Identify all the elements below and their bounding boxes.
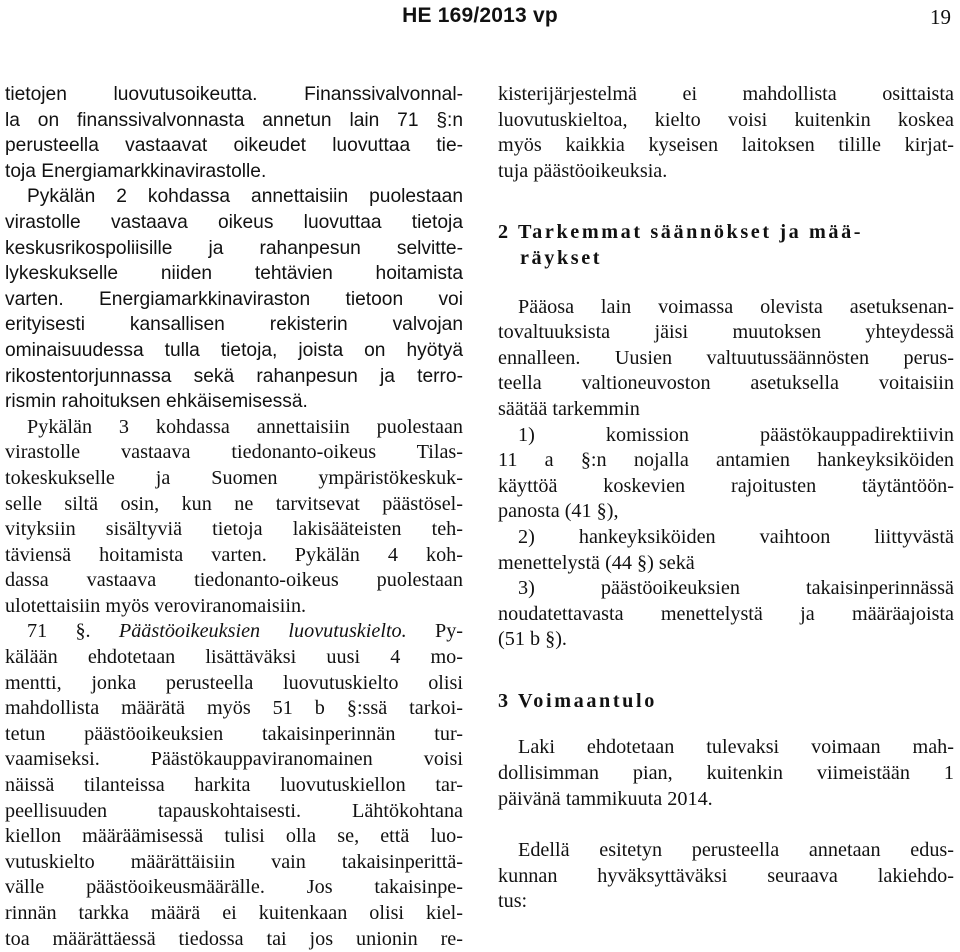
text-line: ulotettaisiin myös veroviranomaisiin.	[5, 594, 307, 617]
text-line: täviensä hoitamista varten. Pykälän 4 koh-	[5, 543, 463, 566]
text-line: rinnän tarkka määrä ei kuitenkaan olisi kiel-	[5, 902, 463, 924]
text-line: tus:	[498, 890, 528, 913]
text-line: rikostentorjunnassa sekä rahanpesun ja terro-	[5, 365, 463, 387]
page-header	[0, 0, 960, 40]
text-line: myös kaikkia kyseisen laitoksen tilille kirjat-	[498, 134, 954, 157]
section-3-body	[498, 735, 954, 812]
left-column	[5, 82, 463, 952]
text-line: tokeskukselle ja Suomen ympäristökeskuk-	[5, 466, 463, 489]
text-line: virastolle vastaava tiedonanto-oikeus Tilas-	[5, 441, 463, 464]
text-line: lykeskukselle niiden tehtävien hoitamista	[5, 263, 463, 285]
section-3-heading: 3 Voimaantulo	[498, 689, 657, 712]
section-lead-text: Py-	[406, 620, 464, 643]
text-line: panosta (41 §),	[498, 500, 619, 523]
spacer	[498, 653, 954, 689]
text-line: peellisuuden tapauskohtaisesti. Lähtökohtana	[5, 799, 463, 822]
right-column	[498, 82, 954, 915]
text-line: vaamiseksi. Päästökauppaviranomainen voisi	[5, 748, 463, 771]
text-line: kunnan hyväksyttäväksi seuraava lakiehdo-	[498, 864, 954, 887]
text-line: rismin rahoituksen ehkäisemisessä.	[5, 391, 308, 413]
text-line: ennalleen. Uusien valtuutussäännösten perus-	[498, 346, 954, 369]
text-line: vityksiin sisältyviä tietoja lakisääteisten teh-	[5, 518, 463, 541]
text-line: Laki ehdotetaan tulevaksi voimaan mah-	[518, 736, 954, 759]
spacer	[498, 272, 954, 295]
text-line: tetun päästöoikeuksien takaisinperinnän tur-	[5, 722, 463, 745]
text-line: välle päästöoikeusmäärälle. Jos takaisinpe-	[5, 876, 463, 899]
text-line: la on finanssivalvonnasta annetun lain 71 §:n	[5, 109, 463, 131]
text-line: ominaisuudessa tulla tietoja, joista on hyötyä	[5, 339, 463, 361]
text-line: 11 a §:n nojalla antamien hankeyksiköiden	[498, 449, 954, 472]
spacer	[498, 714, 954, 735]
text-line: teella valtioneuvoston asetuksella voitaisiin	[498, 372, 954, 395]
text-line: 1) komission päästökauppadirektiivin	[518, 423, 954, 446]
text-line: menettelystä (44 §) sekä	[498, 551, 695, 574]
text-line: toa määrättäessä tiedossa tai jos unionin re-	[5, 927, 463, 950]
closing-paragraph	[498, 838, 954, 915]
text-line: päivänä tammikuuta 2014.	[498, 787, 713, 810]
text-line: erityisesti kansallisen rekisterin valvojan	[5, 314, 463, 336]
spacer	[498, 812, 954, 838]
text-line: säätää tarkemmin	[498, 397, 640, 420]
text-line: näissä tilanteissa harkita luovutuskiellon tar-	[5, 774, 463, 797]
page-number: 19	[930, 5, 951, 29]
text-line: selle siltä osin, kun ne tarvitsevat päästösel-	[5, 492, 463, 515]
text-line: tuja päästöoikeuksia.	[498, 159, 668, 182]
text-line: varten. Energiamarkkinaviraston tietoon voi	[5, 288, 463, 310]
text-line: keskusrikospoliisille ja rahanpesun selvitte-	[5, 237, 463, 259]
section-title-italic: Päästöoikeuksien luovutuskielto.	[118, 620, 407, 643]
text-line: tietojen luovutusoikeutta. Finanssivalvonnal-	[5, 84, 463, 105]
text-line: kälään ehdotetaan lisättäväksi uusi 4 mo-	[5, 646, 463, 669]
right-intro-paragraph	[498, 82, 954, 184]
text-line: käyttöä koskevien rajoitusten täytäntöön-	[498, 474, 954, 497]
text-line: dollisimman pian, kuitenkin viimeistään 1	[498, 762, 954, 785]
text-line: Pykälän 3 kohdassa annettaisiin puolestaan	[27, 415, 463, 438]
text-line: tovaltuuksista jäisi muutoksen yhteydessä	[498, 321, 954, 344]
text-line: 3) päästöoikeuksien takaisinperinnässä	[518, 577, 954, 600]
section-71-lead-line	[5, 619, 463, 645]
text-line: Pääosa lain voimassa olevista asetuksenan-	[518, 295, 954, 318]
text-line: virastolle vastaava oikeus luovuttaa tietoja	[5, 211, 463, 233]
text-line: mahdollista määrätä myös 51 b §:ssä tarkoi-	[5, 697, 463, 720]
text-line: mentti, jonka perusteella luovutuskielto olisi	[5, 671, 463, 694]
spacer	[498, 184, 954, 220]
text-line: kisterijärjestelmä ei mahdollista osittaista	[498, 83, 954, 105]
text-line: Pykälän 2 kohdassa annettaisiin puolestaan	[27, 186, 463, 208]
document-identifier: HE 169/2013 vp	[402, 4, 558, 27]
section-2-heading: 2 Tarkemmat säännökset ja mää-	[498, 221, 864, 244]
text-line: dassa vastaava tiedonanto-oikeus puolestaan	[5, 569, 463, 592]
section-2-body	[498, 295, 954, 653]
text-line: kiellon määräämisessä tulisi olla se, että luo-	[5, 825, 463, 848]
text-line: toja Energiamarkkinavirastolle.	[5, 160, 267, 182]
text-line: vutuskielto määrättäisiin vain takaisinperittä-	[5, 850, 463, 873]
text-line: noudatettavasta menettelystä ja määräajoista	[498, 602, 954, 625]
text-line: perusteella vastaavat oikeudet luovuttaa tie-	[5, 135, 463, 157]
section-number: 71 §.	[27, 620, 119, 643]
text-line: (51 b §).	[498, 628, 567, 651]
section-2-heading-cont: räykset	[520, 246, 603, 269]
text-line: 2) hankeyksiköiden vaihtoon liittyvästä	[518, 525, 954, 548]
text-line: Edellä esitetyn perusteella annetaan edus-	[518, 839, 954, 862]
text-line: luovutuskieltoa, kielto voisi kuitenkin koskea	[498, 108, 954, 131]
